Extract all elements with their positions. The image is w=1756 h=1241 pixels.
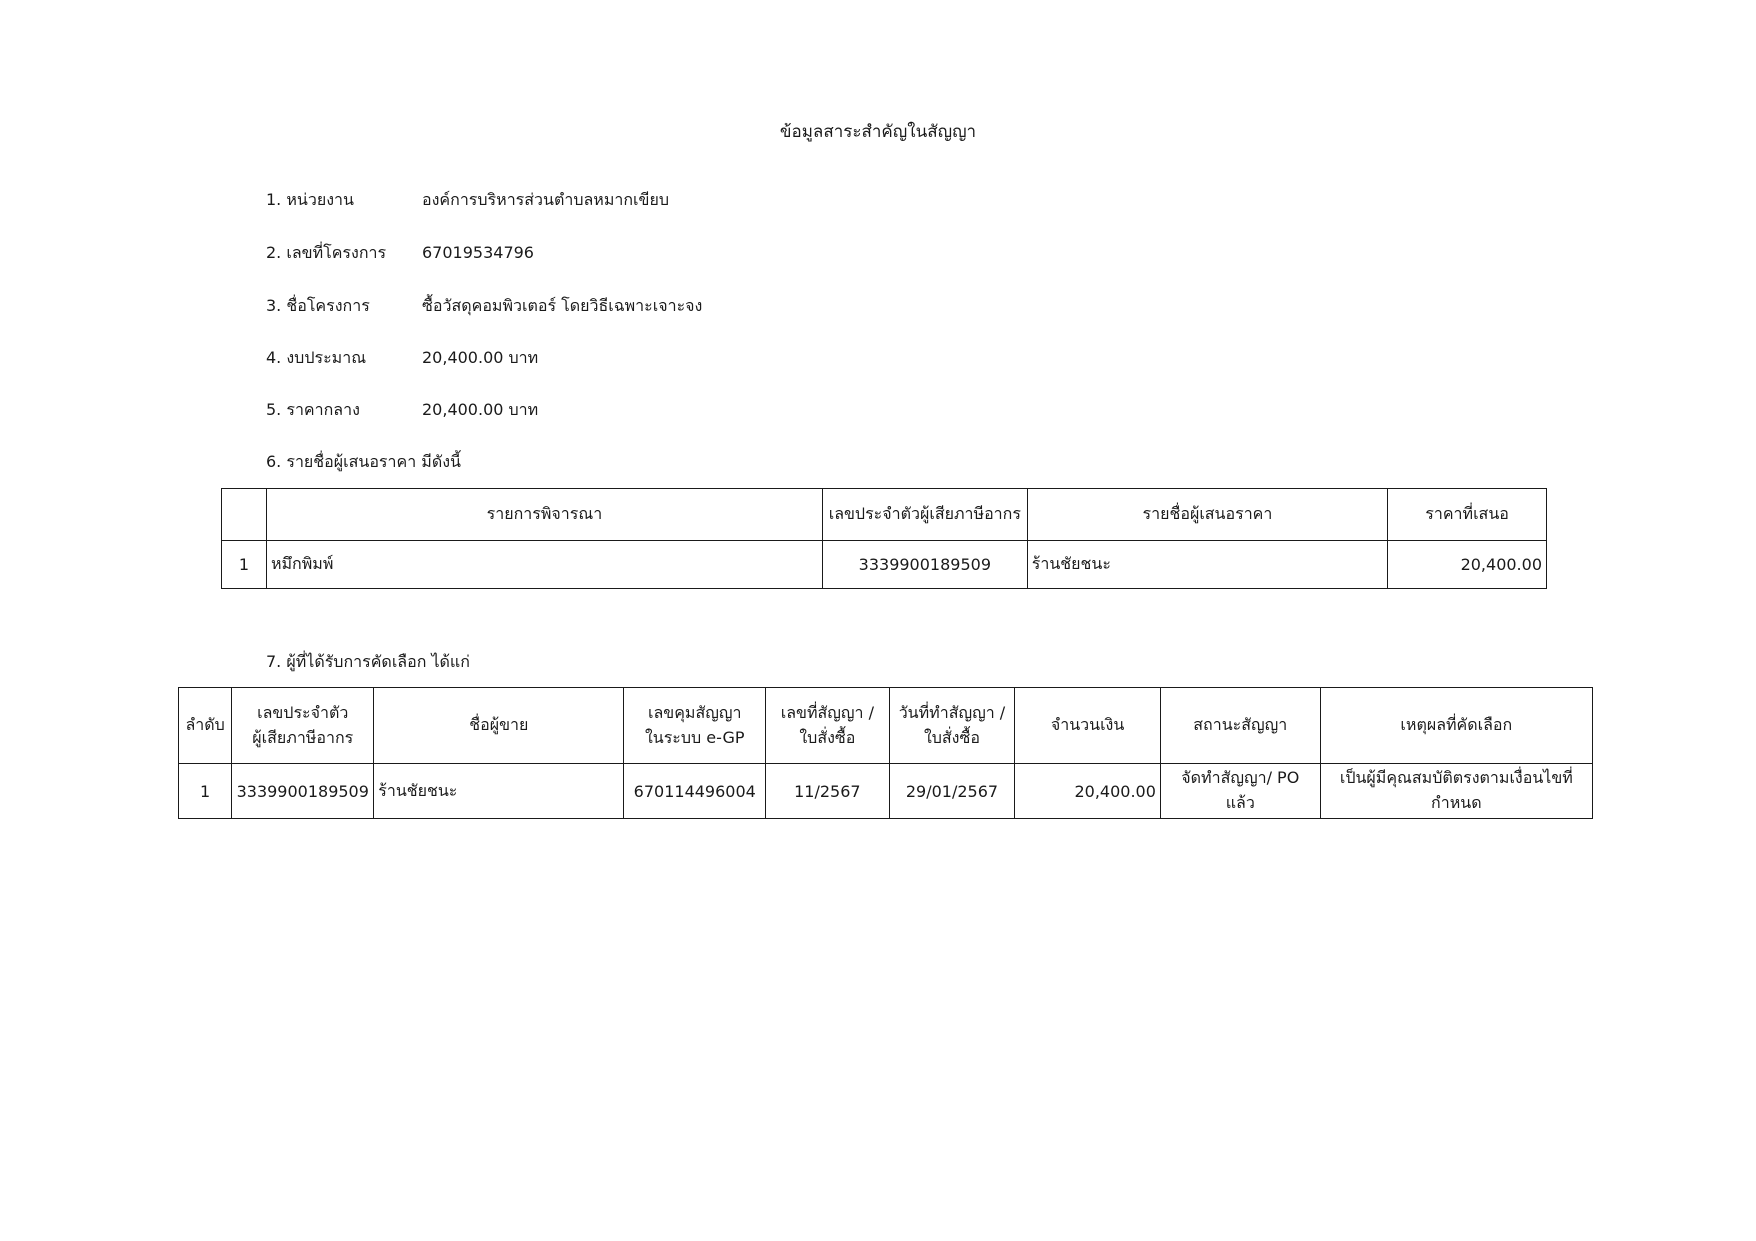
field-value: 67019534796 xyxy=(422,243,534,262)
header-price: ราคาที่เสนอ xyxy=(1388,489,1547,541)
header-amount: จำนวนเงิน xyxy=(1015,688,1161,764)
cell-status: จัดทำสัญญา/ PO แล้ว xyxy=(1160,764,1320,819)
field-median-price xyxy=(266,398,538,423)
cell-control-no: 670114496004 xyxy=(624,764,766,819)
field-label: 3. ชื่อโครงการ xyxy=(266,296,370,315)
cell-tax-id: 3339900189509 xyxy=(822,541,1027,589)
section-7-heading: 7. ผู้ที่ได้รับการคัดเลือก ได้แก่ xyxy=(266,652,470,671)
header-no: ลำดับ xyxy=(179,688,232,764)
field-value: 20,400.00 บาท xyxy=(422,348,539,367)
header-status: สถานะสัญญา xyxy=(1160,688,1320,764)
cell-price: 20,400.00 xyxy=(1388,541,1547,589)
field-value: ซื้อวัสดุคอมพิวเตอร์ โดยวิธีเฉพาะเจาะจง xyxy=(422,296,703,315)
cell-no: 1 xyxy=(179,764,232,819)
field-label: 5. ราคากลาง xyxy=(266,400,360,419)
field-value: 20,400.00 บาท xyxy=(422,400,539,419)
header-control-line2: ในระบบ e-GP xyxy=(644,727,745,747)
header-blank xyxy=(222,489,267,541)
field-agency xyxy=(266,188,669,213)
field-value: องค์การบริหารส่วนตำบลหมากเขียบ xyxy=(422,190,669,209)
header-tax-id-line2: ผู้เสียภาษีอากร xyxy=(252,727,354,747)
header-control-line1: เลขคุมสัญญา xyxy=(648,702,742,722)
header-item: รายการพิจารณา xyxy=(266,489,822,541)
field-label: 2. เลขที่โครงการ xyxy=(266,243,387,262)
table-row xyxy=(222,541,1547,589)
section-6-heading: 6. รายชื่อผู้เสนอราคา มีดังนี้ xyxy=(266,452,461,471)
header-reason: เหตุผลที่คัดเลือก xyxy=(1320,688,1592,764)
cell-amount: 20,400.00 xyxy=(1015,764,1161,819)
header-control-no xyxy=(624,688,766,764)
field-project-number xyxy=(266,241,534,266)
header-contract-line1: เลขที่สัญญา / xyxy=(780,702,874,722)
document-title: ข้อมูลสาระสำคัญในสัญญา xyxy=(779,122,977,142)
cell-item: หมึกพิมพ์ xyxy=(266,541,822,589)
selected-table xyxy=(178,687,1593,819)
table-header-row xyxy=(179,688,1593,764)
field-label: 4. งบประมาณ xyxy=(266,348,367,367)
field-budget xyxy=(266,346,538,371)
table-header-row xyxy=(222,489,1547,541)
header-tax-id xyxy=(232,688,374,764)
field-project-name xyxy=(266,294,702,319)
header-seller: ชื่อผู้ขาย xyxy=(374,688,624,764)
header-bidder: รายชื่อผู้เสนอราคา xyxy=(1027,489,1387,541)
bidders-table xyxy=(221,488,1547,589)
cell-seller: ร้านชัยชนะ xyxy=(374,764,624,819)
cell-date: 29/01/2567 xyxy=(889,764,1015,819)
header-tax-id: เลขประจำตัวผู้เสียภาษีอากร xyxy=(822,489,1027,541)
cell-tax-id: 3339900189509 xyxy=(232,764,374,819)
table-row xyxy=(179,764,1593,819)
header-contract-line2: ใบสั่งซื้อ xyxy=(799,727,856,747)
cell-no: 1 xyxy=(222,541,267,589)
header-date xyxy=(889,688,1015,764)
header-contract-no xyxy=(766,688,890,764)
cell-reason: เป็นผู้มีคุณสมบัติตรงตามเงื่อนไขที่กำหนด xyxy=(1320,764,1592,819)
header-date-line1: วันที่ทำสัญญา / xyxy=(898,702,1006,722)
header-tax-id-line1: เลขประจำตัว xyxy=(257,702,349,722)
cell-contract-no: 11/2567 xyxy=(766,764,890,819)
cell-bidder: ร้านชัยชนะ xyxy=(1027,541,1387,589)
header-date-line2: ใบสั่งซื้อ xyxy=(923,727,980,747)
field-label: 1. หน่วยงาน xyxy=(266,190,354,209)
